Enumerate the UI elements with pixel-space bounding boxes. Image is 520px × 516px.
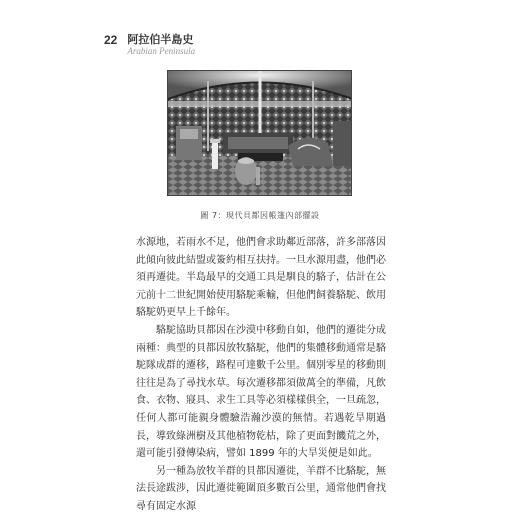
figure-caption: 圖 7：現代貝都因帳篷內部擺設	[200, 211, 320, 220]
book-subtitle: Arabian Peninsula	[127, 46, 196, 56]
paragraph: 另一種為放牧羊群的貝都因遷徙，羊群不比駱駝，無法長途跋涉，因此遷徙範圍頂多數百公里，通常他們會找尋有固定水源	[136, 465, 386, 512]
running-header	[104, 33, 195, 56]
book-title-block	[127, 33, 195, 56]
page-number: 22	[104, 33, 118, 47]
tent-interior-photo	[167, 70, 352, 196]
book-title: 阿拉伯半島史	[127, 33, 194, 46]
paragraph: 駱駝協助貝都因在沙漠中移動自如，他們的遷徙分成兩種：典型的貝都因放牧駱駝，他們的集體移動通常是駱駝隊成群的遷移，路程可達數千公里。個別零星的移動則往往是為了尋找水草。每次遷移都須做萬全的準備，凡飲食、衣物、寢具、求生工具等必須樣樣俱全，一旦疏忽，任何人都可能親身體驗浩瀚沙漠的無情。若遇乾旱期過長，導致綠洲樹及其他植物乾枯，除了更面對饑荒之外，還可能引發傳染病，譬如 1899 年的大旱災便是如此。	[136, 324, 386, 460]
paragraph: 水源地，若雨水不足，他們會求助鄰近部落，許多部落因此傾向彼此結盟或簽約相互扶持。一旦水源用盡，他們必須再遷徙。半島最早的交通工具是馴良的駱子，估計在公元前十二世紀開始使用駱駝乘輸，但他們飼養駱駝、飲用駱駝奶更早上千餘年。	[136, 237, 386, 319]
body-text	[136, 234, 386, 516]
